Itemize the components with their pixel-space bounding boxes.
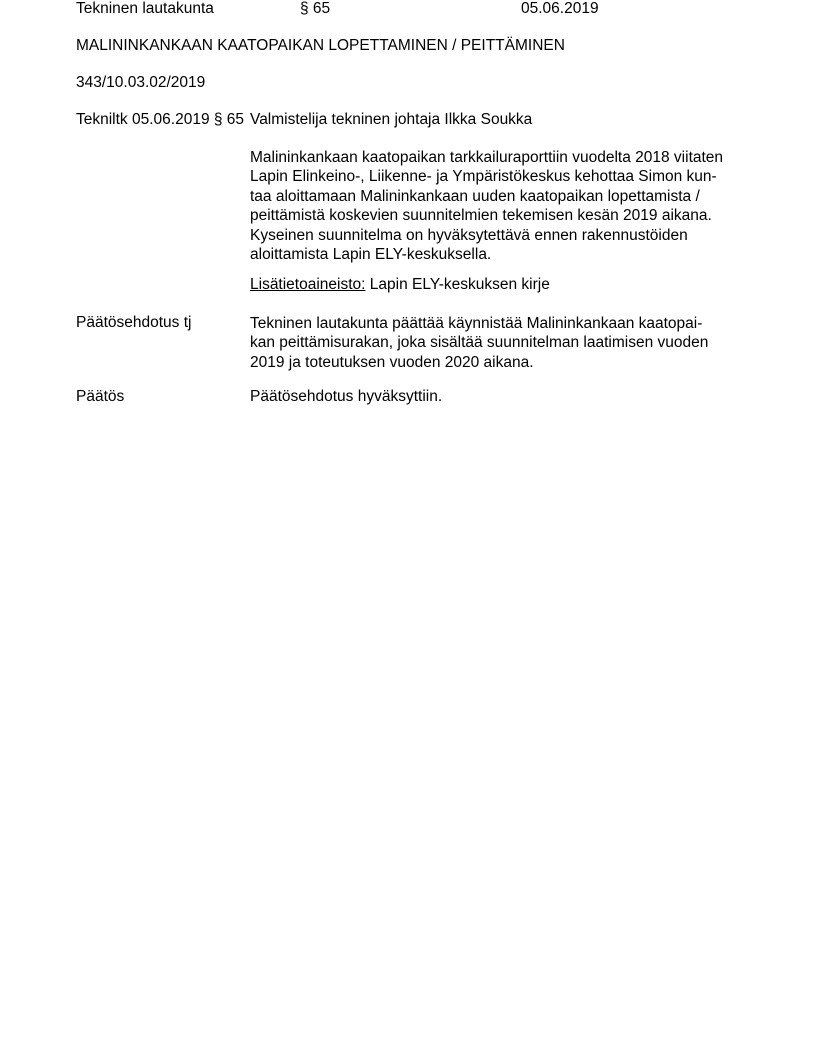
header-committee: Tekninen lautakunta <box>76 0 214 17</box>
body-line: aloittamista Lapin ELY-keskuksella. <box>250 246 492 264</box>
body-line: taa aloittamaan Malininkankaan uuden kaatopaikan lopettamista / <box>250 187 700 205</box>
body-line: Kyseinen suunnitelma on hyväksytettävä ennen rakennustöiden <box>250 226 688 244</box>
additional-material-label: Lisätietoaineisto: <box>250 276 366 293</box>
additional-material-value: Lapin ELY-keskuksen kirje <box>369 276 550 293</box>
decision-label: Päätös <box>76 388 125 405</box>
diary-number: 343/10.03.02/2019 <box>76 74 206 91</box>
proposal-paragraph <box>250 314 750 372</box>
body-line: Malininkankaan kaatopaikan tarkkailuraporttiin vuodelta 2018 viitaten <box>250 149 724 166</box>
header-section: § 65 <box>300 0 331 17</box>
proposal-label: Päätösehdotus tj <box>76 314 192 331</box>
document-title: MALININKANKAAN KAATOPAIKAN LOPETTAMINEN / PEITTÄMINEN <box>76 37 565 54</box>
proposal-line: Tekninen lautakunta päättää käynnistää Malininkankaan kaatopai- <box>250 315 703 332</box>
header-date: 05.06.2019 <box>521 0 599 17</box>
body-paragraph <box>250 148 750 264</box>
preparation-reference: Tekniltk 05.06.2019 § 65 <box>76 111 245 128</box>
additional-material <box>250 276 550 294</box>
proposal-line: 2019 ja toteutuksen vuoden 2020 aikana. <box>250 353 534 371</box>
preparer: Valmistelija tekninen johtaja Ilkka Soukka <box>250 111 533 128</box>
decision-text: Päätösehdotus hyväksyttiin. <box>250 388 443 405</box>
body-line: peittämistä koskevien suunnitelmien tekemisen kesän 2019 aikana. <box>250 207 712 225</box>
body-line: Lapin Elinkeino-, Liikenne- ja Ympäristökeskus kehottaa Simon kun- <box>250 168 717 186</box>
proposal-line: kan peittämisurakan, joka sisältää suunnitelman laatimisen vuoden <box>250 334 709 352</box>
